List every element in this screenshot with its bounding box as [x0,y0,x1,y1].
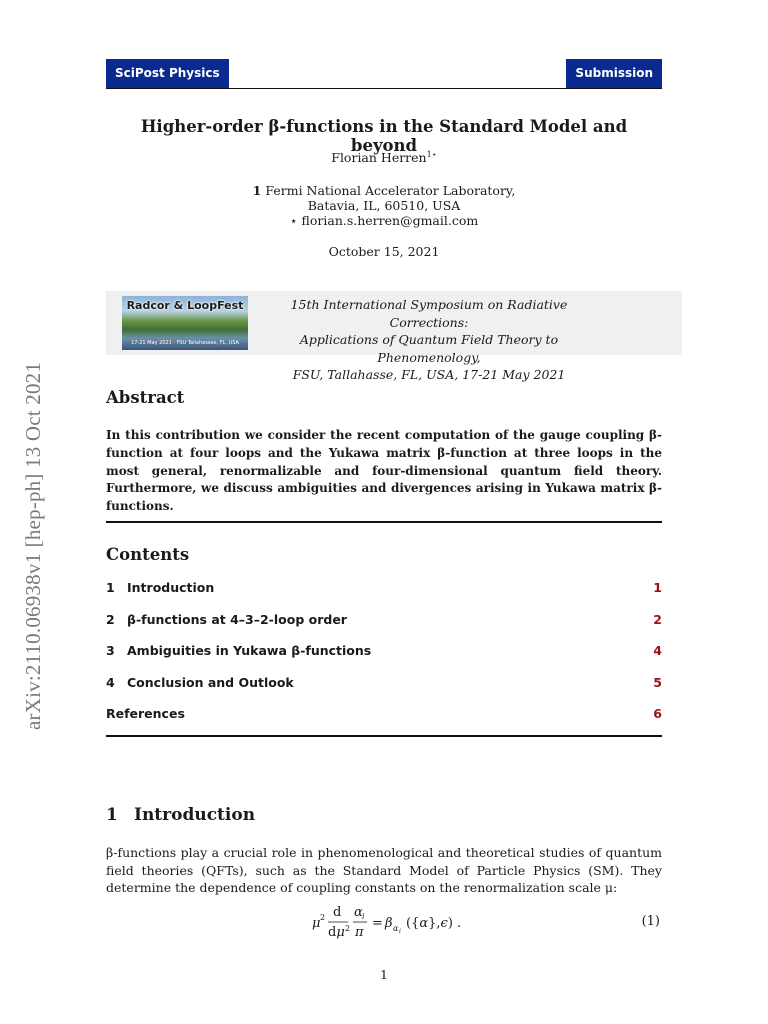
svg-text:2: 2 [345,924,351,933]
toc-page-link[interactable]: 2 [653,612,662,627]
toc-number: 1 [106,580,115,595]
section-title: Introduction [134,805,256,825]
contents-top-rule [106,521,662,523]
abstract-heading: Abstract [106,388,185,407]
paper-title: Higher-order β-functions in the Standard Model and beyond [140,117,628,155]
equation-1 [106,903,662,943]
contents-bottom-rule [106,735,662,737]
toc-label: β-functions at 4–3–2-loop order [127,612,347,627]
affiliation [106,183,662,228]
author-marks: 1⋆ [426,150,437,159]
toc-label: Introduction [127,580,215,595]
toc-item-conclusion[interactable] [106,675,662,693]
svg-text:d: d [333,905,342,920]
submission-badge: Submission [566,59,662,88]
conference-description [268,296,590,384]
svg-text:=: = [372,916,383,931]
toc-number: 3 [106,643,115,658]
svg-text:π: π [355,925,364,940]
toc-page-link[interactable]: 4 [653,643,662,658]
conference-box [106,291,682,382]
conference-line-1: 15th International Symposium on Radiative Corrections: [290,297,568,330]
toc-number: 2 [106,612,115,627]
author-email[interactable]: ⋆ florian.s.herren@gmail.com [289,213,479,228]
toc-label: Ambiguities in Yukawa β-functions [127,643,372,658]
toc-item-references[interactable] [106,706,662,724]
svg-text:i: i [362,912,365,921]
toc-item-introduction[interactable] [106,580,662,598]
page-number: 1 [380,967,388,982]
introduction-paragraph: β-functions play a crucial role in phenomenological and theoretical studies of quantum field theories (QFTs), such as the Standard Model of Particle Physics (SM). They determine the dependence of coupling constants on the renormalization scale μ: [106,845,662,895]
introduction-heading [106,805,255,825]
toc-item-ambiguities[interactable] [106,643,662,661]
author-name: Florian Herren [331,150,427,166]
conference-logo-image [122,296,248,350]
author-line [106,150,662,165]
toc-page-link[interactable]: 1 [653,580,662,595]
conference-line-2: Applications of Quantum Field Theory to Phenomenology, [299,332,559,365]
journal-header [106,59,662,89]
svg-text:({α},ϵ) .: ({α},ϵ) . [406,916,462,931]
equation-formula [312,903,472,943]
svg-text:μ: μ [312,916,321,931]
contents-heading: Contents [106,545,190,564]
journal-badge: SciPost Physics [106,59,229,88]
toc-label: References [106,706,185,721]
affiliation-number: 1 [252,183,262,198]
equation-number: (1) [641,914,660,929]
arxiv-identifier: arXiv:2110.06938v1 [hep-ph] 13 Oct 2021 [21,361,45,730]
svg-text:2: 2 [320,913,326,922]
affiliation-line-2: Batavia, IL, 60510, USA [307,198,461,213]
toc-page-link[interactable]: 5 [653,675,662,690]
svg-text:β: β [385,916,393,931]
toc-number: 4 [106,675,115,690]
toc-label: Conclusion and Outlook [127,675,294,690]
conference-logo-subtitle: 17-21 May 2021 · FSU Tallahassee, FL, USA [131,340,239,346]
toc-item-beta-functions[interactable] [106,612,662,630]
svg-text:i: i [399,928,401,935]
svg-text:dμ: dμ [328,925,345,940]
conference-logo-title: Radcor & LoopFest [126,299,244,312]
paper-date: October 15, 2021 [328,244,440,259]
toc-page-link[interactable]: 6 [653,706,662,721]
affiliation-line-1: Fermi National Accelerator Laboratory, [265,183,516,198]
abstract-text: In this contribution we consider the recent computation of the gauge coupling β-function at four loops and the Yukawa matrix β-function at three loops in the most general, renormalizable and four-dimensional quantum field theory. Furthermore, we discuss ambiguities and divergences arising in Yukawa matrix β-functions. [106,428,662,514]
svg-text:α: α [393,924,399,933]
svg-text:α: α [354,905,363,920]
section-number: 1 [106,805,118,825]
conference-line-3: FSU, Tallahasse, FL, USA, 17-21 May 2021 [292,367,566,382]
